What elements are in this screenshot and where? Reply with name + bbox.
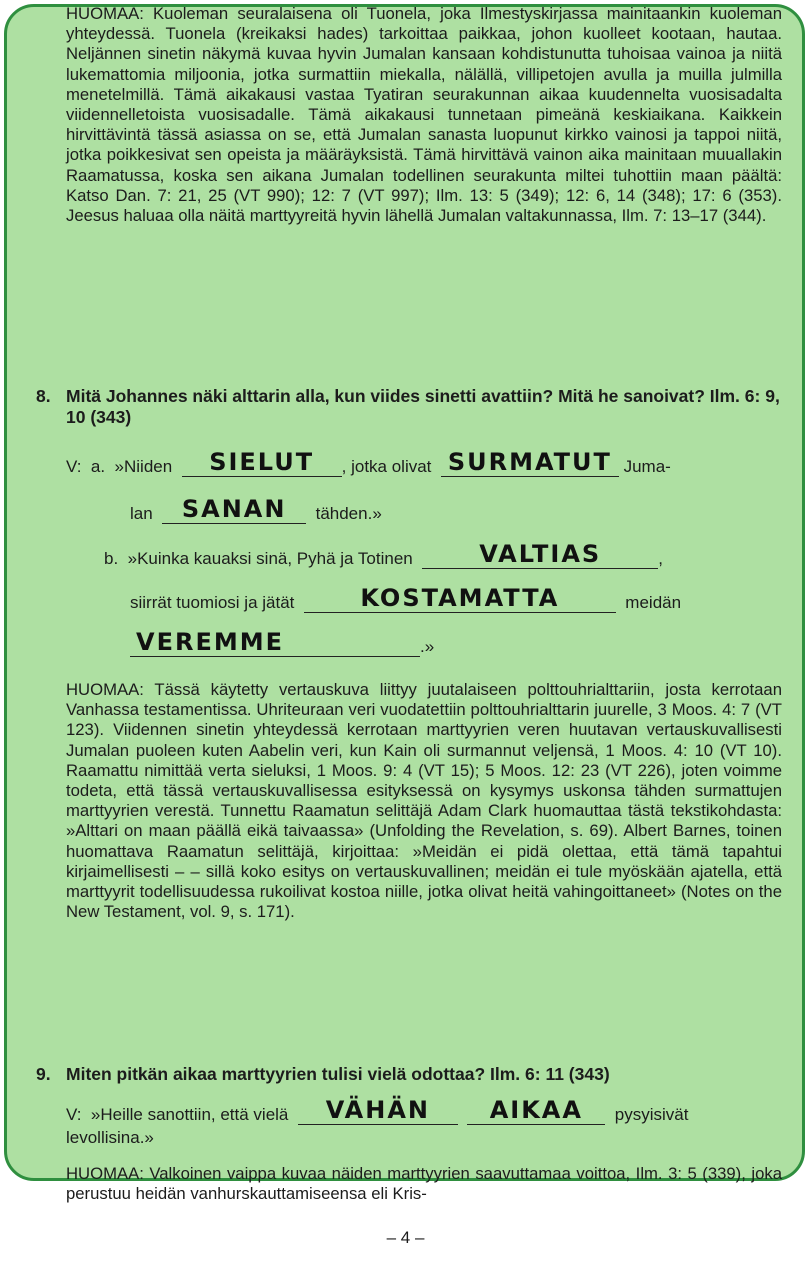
answer-blank bbox=[467, 1096, 605, 1125]
page-number: – 4 – bbox=[386, 1228, 425, 1247]
answer-text: pysyisivät bbox=[614, 1105, 689, 1124]
answer-text: , bbox=[658, 549, 663, 568]
handwritten-answer: SURMATUT bbox=[447, 448, 612, 476]
note-paragraph-3: HUOMAA: Valkoinen vaippa kuvaa näiden marttyyrien saavuttamaa voittoa, Ilm. 3: 5 (339), joka perustuu heidän vanhurskauttamiseensa eli Kris- bbox=[66, 1164, 782, 1204]
answer-blank bbox=[162, 495, 306, 524]
handwritten-answer: SIELUT bbox=[209, 448, 315, 476]
handwritten-answer: SANAN bbox=[181, 495, 287, 523]
question-9 bbox=[36, 1064, 786, 1085]
answer-prefix: V: bbox=[66, 457, 82, 476]
answer-8b-line-3 bbox=[130, 628, 435, 657]
answer-label: a. bbox=[90, 457, 106, 476]
answer-text: tähden.» bbox=[315, 504, 382, 523]
answer-blank bbox=[441, 448, 619, 477]
answer-blank bbox=[422, 540, 658, 569]
answer-text: siirrät tuomiosi ja jätät bbox=[130, 593, 295, 612]
answer-text: meidän bbox=[625, 593, 682, 612]
answer-blank bbox=[298, 1096, 458, 1125]
answer-8b-line-2 bbox=[130, 584, 682, 613]
answer-text: Juma- bbox=[623, 457, 671, 476]
answer-8b-line-1 bbox=[104, 540, 663, 569]
answer-blank bbox=[130, 628, 420, 657]
answer-text: »Heille sanottiin, että vielä bbox=[90, 1105, 289, 1124]
answer-blank bbox=[182, 448, 342, 477]
answer-prefix: V: bbox=[66, 1105, 82, 1124]
answer-text: levollisina.» bbox=[66, 1128, 154, 1147]
handwritten-answer: KOSTAMATTA bbox=[360, 584, 560, 612]
handwritten-answer: AIKAA bbox=[489, 1096, 583, 1124]
answer-text: »Niiden bbox=[114, 457, 173, 476]
answer-blank bbox=[304, 584, 616, 613]
handwritten-answer: VALTIAS bbox=[479, 540, 602, 568]
answer-9-line-1 bbox=[66, 1096, 689, 1125]
question-text: Miten pitkän aikaa marttyyrien tulisi vielä odottaa? Ilm. 6: 11 (343) bbox=[66, 1064, 610, 1084]
question-number: 8. bbox=[36, 386, 51, 406]
answer-8a-line-1 bbox=[66, 448, 671, 477]
question-8 bbox=[36, 386, 786, 428]
handwritten-answer: VEREMME bbox=[136, 628, 285, 656]
answer-label: b. bbox=[104, 549, 119, 568]
question-number: 9. bbox=[36, 1064, 51, 1084]
handwritten-answer: VÄHÄN bbox=[325, 1096, 430, 1124]
answer-text: lan bbox=[130, 504, 153, 523]
answer-text: »Kuinka kauaksi sinä, Pyhä ja Totinen bbox=[127, 549, 413, 568]
answer-text: , jotka olivat bbox=[341, 457, 432, 476]
note-paragraph-1: HUOMAA: Kuoleman seuralaisena oli Tuonela, joka Ilmestyskirjassa mainitaankin kuoleman yhteydessä. Tuonela (kreikaksi hades) tarkoittaa paikkaa, johon kuolleet kootaan, hautaa. Neljännen sinetin näkymä kuvaa hyvin Jumalan kansaan kohdistunutta tuhoisaa vainoa ja niitä lukemattomia miljoonia, jotka surmattiin miekalla, nälällä, villipetojen avulla ja muilla julmilla menetelmillä. Tämä aikakausi vastaa Tyatiran seurakunnan aikaa kuudennelta vuosisadalta viidennelletoista vuosisadalle. Tämä aikakausi tunnetaan pimeänä keskiaikana. Kaikkein hirvittävintä tässä asiassa on se, että Jumalan sanasta luopunut kirkko vainosi ja tappoi niitä, jotka poikkesivat sen opeista ja määräyksistä. Tämä hirvittävä vainon aika mainitaan muuallakin Raamatussa, koska sen aikana Jumalan todellinen seurakunta miltei tuhottiin maan päältä: Katso Dan. 7: 21, 25 (VT 990); 12: 7 (VT 997); Ilm. 13: 5 (349); 12: 6, 14 (348); 17: 6 (353). Jeesus haluaa olla näitä marttyyreitä hyvin lähellä Jumalan valtakunnassa, Ilm. 7: 13–17 (344). bbox=[66, 4, 782, 226]
question-text: Mitä Johannes näki alttarin alla, kun viides sinetti avattiin? Mitä he sanoivat? Ilm. 6: 9, 10 (343) bbox=[66, 386, 780, 427]
answer-text: .» bbox=[420, 637, 435, 656]
note-paragraph-2: HUOMAA: Tässä käytetty vertauskuva liittyy juutalaiseen polttouhrialttariin, josta kerrotaan Vanhassa testamentissa. Uhriteuraan veri vuodatettiin polttouhrialttarin juurelle, 3 Moos. 4: 7 (VT 123). Viidennen sinetin yhteydessä kerrotaan marttyyrien veren huutavan vertauskuvallisesti Jumalan puoleen kuten Aabelin veri, kun Kain oli surmannut veljensä, 1 Moos. 4: 10 (VT 10). Raamattu nimittää verta sieluksi, 1 Moos. 9: 4 (VT 15); 5 Moos. 12: 23 (VT 226), joten voimme todeta, että tässä vertauskuvallisessa esityksessä on kysymys uskonsa tähden surmattujen marttyyrien verestä. Tunnettu Raamatun selittäjä Adam Clark huomauttaa tästä tekstikohdasta: »Alttari on maan päällä eikä taivaassa» (Unfolding the Revelation, s. 69). Albert Barnes, toinen huomattava Raamatun selittäjä, kirjoittaa: »Meidän ei pidä olettaa, että tämä tapahtui kirjaimellisesti – – sillä koko esitys on vertauskuvallinen; meidän ei tule myöskään ajatella, että marttyyrit todellisuudessa rukoilivat kostoa niille, jotka olivat heitä vahingoittaneet» (Notes on the New Testament, vol. 9, s. 171). bbox=[66, 680, 782, 922]
answer-8a-line-2 bbox=[130, 495, 382, 524]
answer-9-line-2 bbox=[66, 1128, 154, 1148]
